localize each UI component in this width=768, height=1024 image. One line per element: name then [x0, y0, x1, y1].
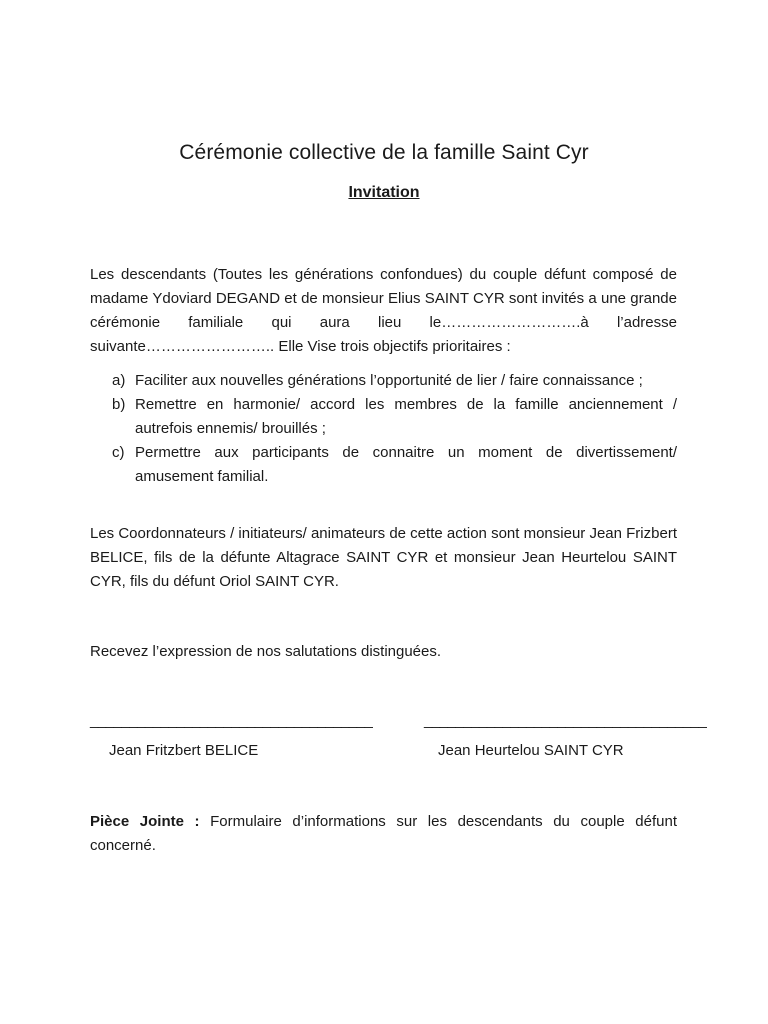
objectives-list — [90, 369, 677, 489]
closing-paragraph: Recevez l’expression de nos salutations distinguées. — [90, 643, 442, 660]
intro-paragraph: Les descendants (Toutes les générations confondues) du couple défunt composé de madame Ydoviard DEGAND et de monsieur Elius SAINT CYR sont invités a une grande cérémonie familiale qui aura lieu le……………………….à l’adresse suivante…………………….. Elle Vise trois objectifs prioritaires : — [90, 266, 677, 355]
signatory-right: Jean Heurtelou SAINT CYR — [438, 742, 624, 759]
document-title: Cérémonie collective de la famille Saint Cyr — [179, 141, 589, 164]
attachment-paragraph — [90, 810, 677, 858]
document-subtitle: Invitation — [348, 184, 420, 201]
signature-line-left: ____________________________________ — [90, 712, 373, 729]
list-item — [90, 441, 677, 489]
coordinators-paragraph: Les Coordonnateurs / initiateurs/ animateurs de cette action sont monsieur Jean Frizbert BELICE, fils de la défunte Altagrace SAINT CYR et monsieur Jean Heurtelou SAINT CYR, fils du défunt Oriol SAINT CYR. — [90, 525, 677, 590]
list-item — [90, 393, 677, 441]
list-item — [90, 369, 677, 393]
list-item-text: Faciliter aux nouvelles générations l’opportunité de lier / faire connaissance ; — [135, 372, 643, 389]
list-marker: b) — [112, 396, 126, 413]
list-item-text: Remettre en harmonie/ accord les membres de la famille anciennement / autrefois ennemis/ brouillés ; — [135, 396, 677, 437]
signatory-left: Jean Fritzbert BELICE — [109, 742, 259, 759]
attachment-label: Pièce Jointe : — [90, 813, 200, 830]
list-marker: a) — [112, 372, 126, 389]
attachment-text: Formulaire d’informations sur les descendants du couple défunt concerné. — [90, 813, 677, 854]
signature-line-right: ____________________________________ — [424, 712, 707, 729]
list-marker: c) — [112, 444, 125, 461]
list-item-text: Permettre aux participants de connaitre un moment de divertissement/ amusement familial. — [135, 444, 677, 485]
